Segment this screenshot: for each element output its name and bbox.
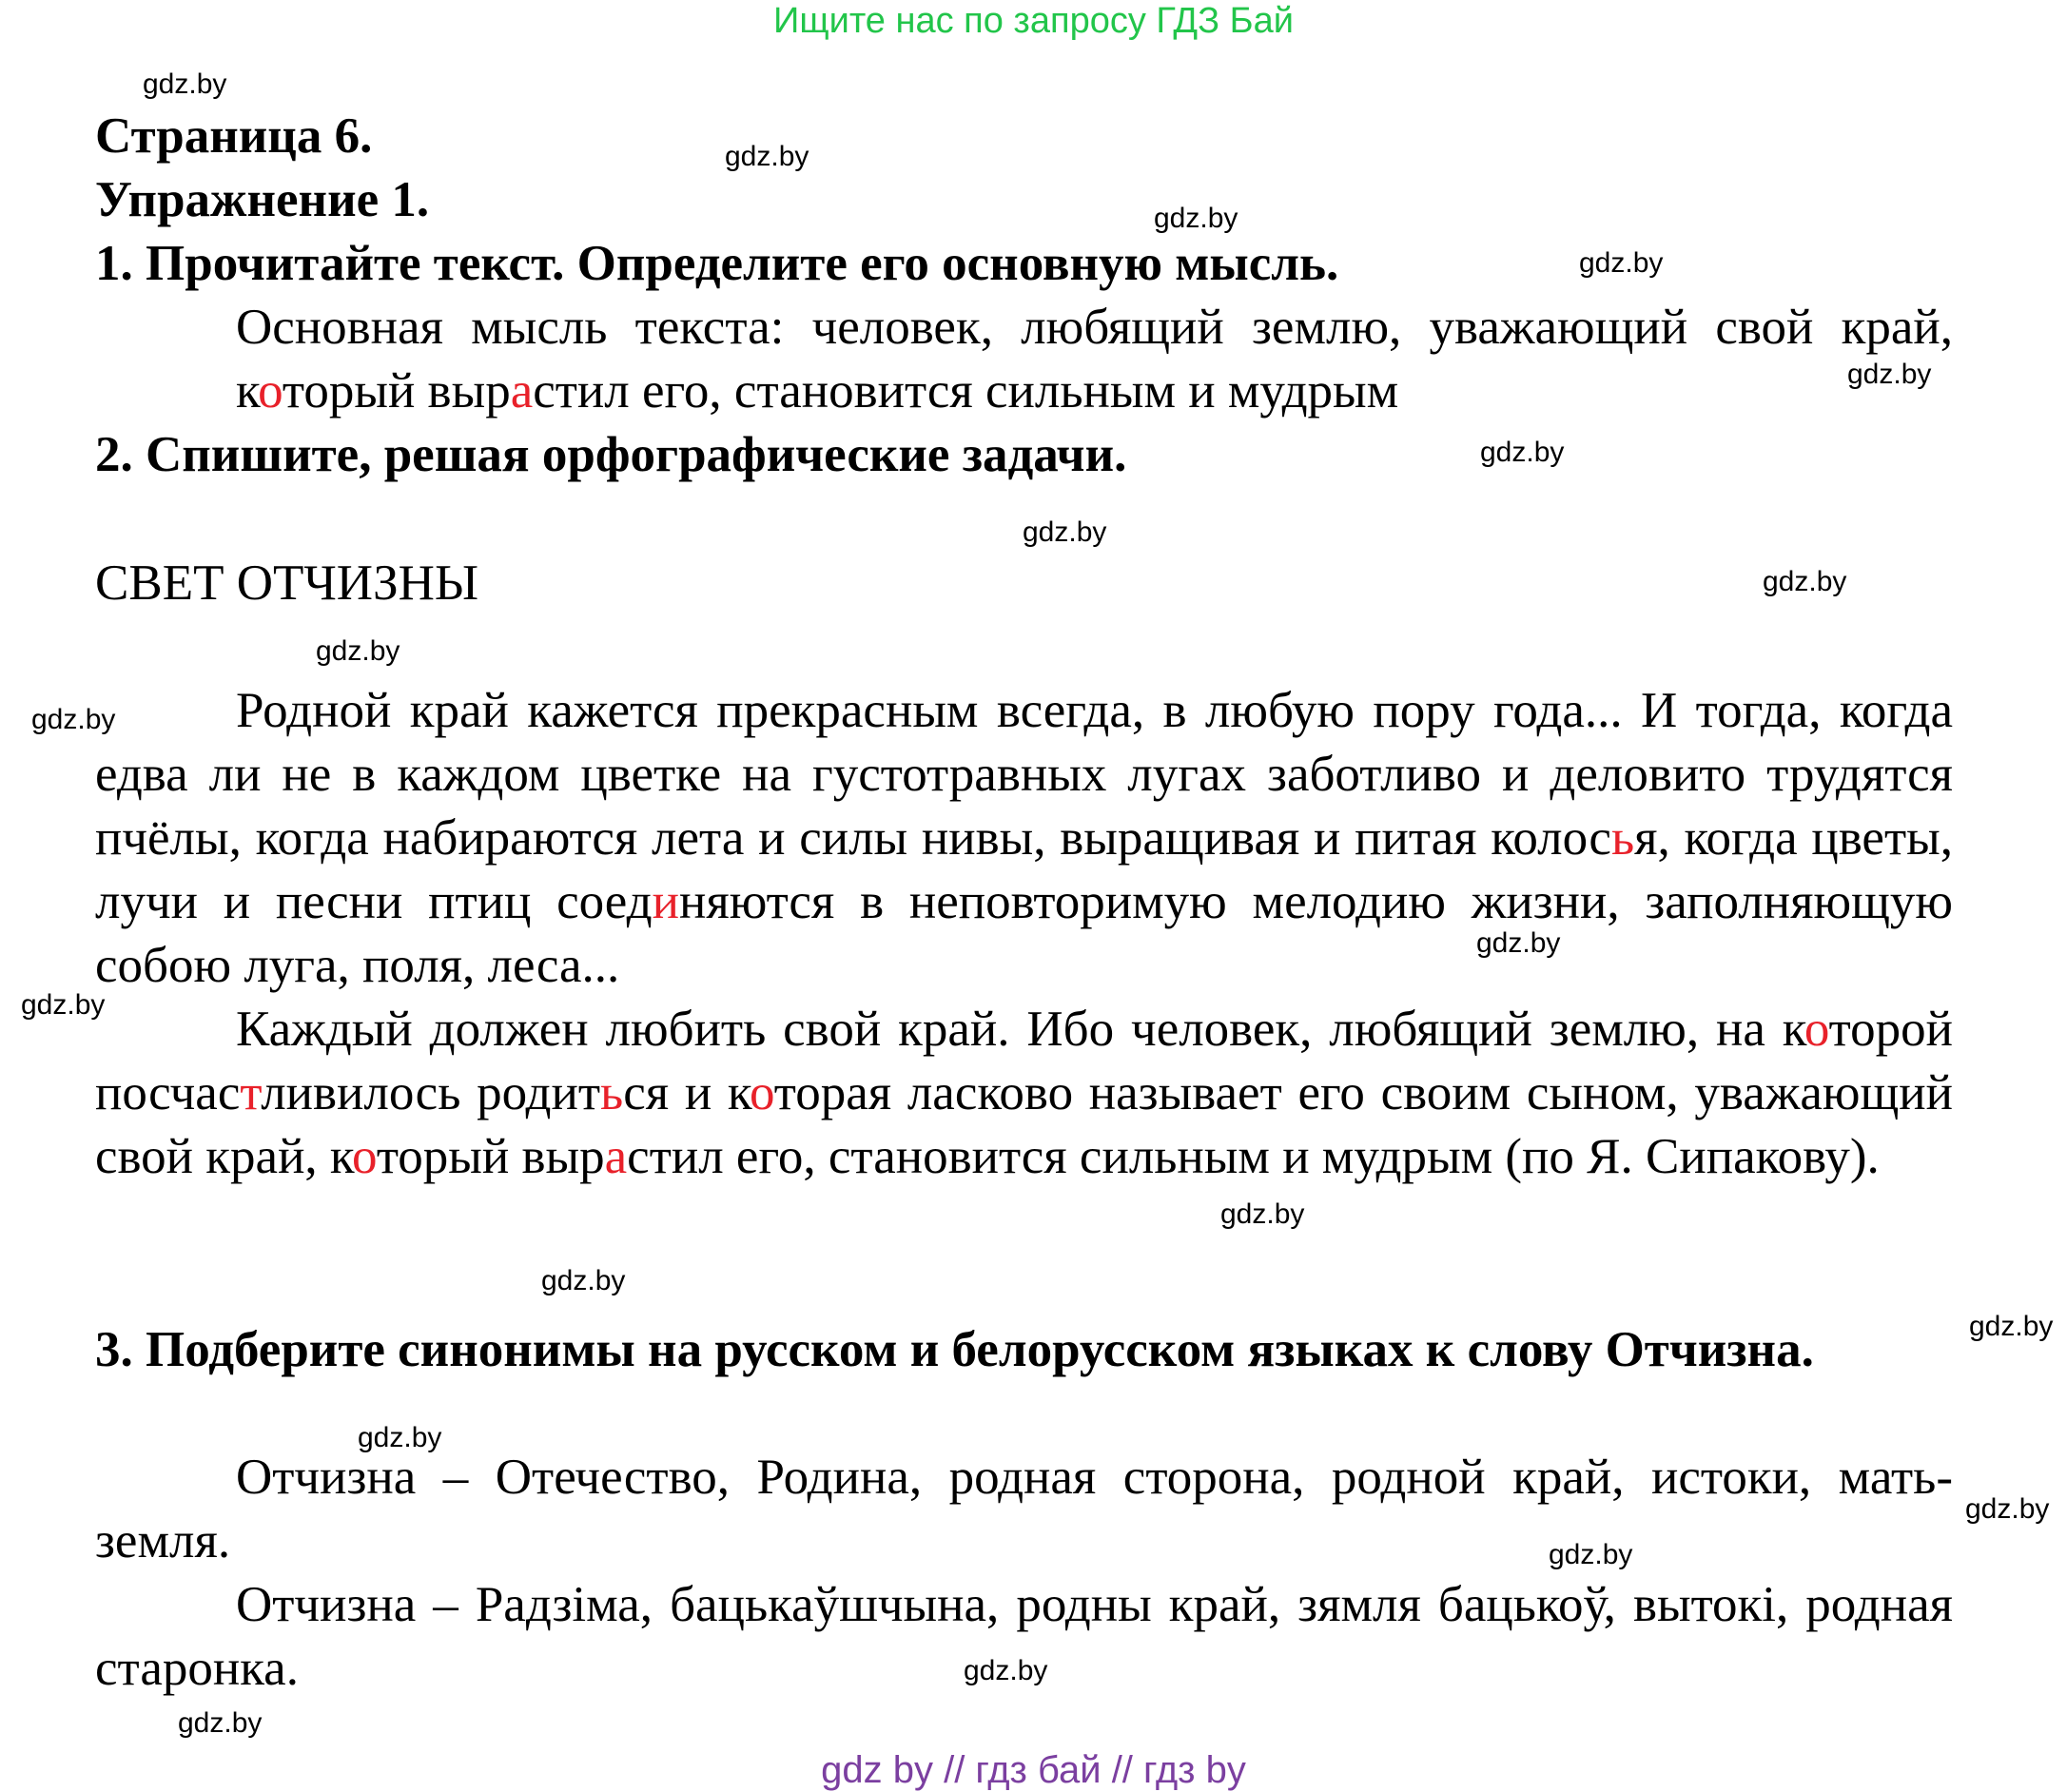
page-heading: Страница 6. <box>95 108 373 164</box>
watermark: gdz.by <box>316 635 400 667</box>
task1-heading: 1. Прочитайте текст. Определите его основную мысль. <box>95 236 1339 291</box>
watermark: gdz.by <box>1969 1311 2054 1342</box>
spelling-highlight: а <box>604 1129 628 1184</box>
answer-russian: Отчизна – Отечество, Родина, родная сторона, родной край, истоки, мать-земля. <box>95 1450 1953 1568</box>
task2-text <box>95 679 1953 1189</box>
watermark: gdz.by <box>31 704 116 735</box>
watermark: gdz.by <box>1847 359 1932 390</box>
watermark: gdz.by <box>541 1265 626 1296</box>
spelling-highlight: т <box>240 1065 262 1120</box>
watermark: gdz.by <box>1476 927 1561 959</box>
watermark: gdz.by <box>1579 247 1664 279</box>
watermark: gdz.by <box>1023 516 1107 548</box>
search-banner: Ищите нас по запросу ГДЗ Бай <box>773 1 1294 41</box>
answer-belarusian: Отчизна – Радзіма, бацькаўшчына, родны край, зямля бацькоў, вытокі, родная старонка. <box>95 1577 1953 1696</box>
spelling-highlight: а <box>510 363 534 419</box>
spelling-highlight: о <box>1804 1002 1829 1057</box>
spelling-highlight: ь <box>1610 810 1635 866</box>
watermark: gdz.by <box>1480 437 1565 468</box>
task3-heading: 3. Подберите синонимы на русском и белорусском языках к слову Отчизна. <box>95 1322 1814 1377</box>
watermark: gdz.by <box>1154 203 1238 234</box>
paragraph: Каждый должен любить свой край. Ибо человек, любящий землю, на которой посчастливилось родиться и которая ласково называет его своим сыном, уважающий свой край, который вырастил его, становится сильным и мудрым (по Я. Сипакову). <box>95 1002 1954 1184</box>
footer-links: gdz by // гдз бай // гдз by <box>821 1749 1246 1791</box>
watermark: gdz.by <box>143 68 227 100</box>
text-title: СВЕТ ОТЧИЗНЫ <box>95 555 479 611</box>
task2-heading: 2. Спишите, решая орфографические задачи. <box>95 427 1127 482</box>
watermark: gdz.by <box>21 989 106 1021</box>
spelling-highlight: ь <box>600 1065 624 1120</box>
spelling-highlight: о <box>749 1065 774 1120</box>
watermark: gdz.by <box>964 1655 1048 1686</box>
watermark: gdz.by <box>178 1707 263 1739</box>
spelling-highlight: о <box>352 1129 377 1184</box>
task3-answers <box>95 1446 1953 1701</box>
watermark: gdz.by <box>1549 1539 1633 1570</box>
watermark: gdz.by <box>358 1422 442 1453</box>
watermark: gdz.by <box>725 141 809 172</box>
watermark: gdz.by <box>1763 566 1847 597</box>
spelling-highlight: и <box>652 874 679 929</box>
paragraph: Родной край кажется прекрасным всегда, в любую пору года... И тогда, когда едва ли не в каждом цветке на густотравных лугах заботливо и деловито трудятся пчёлы, когда набираются лета и силы нивы, выращивая и питая колосья, когда цветы, лучи и песни птиц соединяются в неповторимую мелодию жизни, заполняющую собою луга, поля, леса... <box>95 683 1953 993</box>
spelling-highlight: о <box>258 363 283 419</box>
watermark: gdz.by <box>1220 1198 1305 1230</box>
watermark: gdz.by <box>1965 1493 2050 1525</box>
task1-answer: Основная мысль текста: человек, любящий землю, уважающий свой край, который вырастил его, становится сильным и мудрым <box>236 300 1953 419</box>
exercise-heading: Упражнение 1. <box>95 172 430 227</box>
